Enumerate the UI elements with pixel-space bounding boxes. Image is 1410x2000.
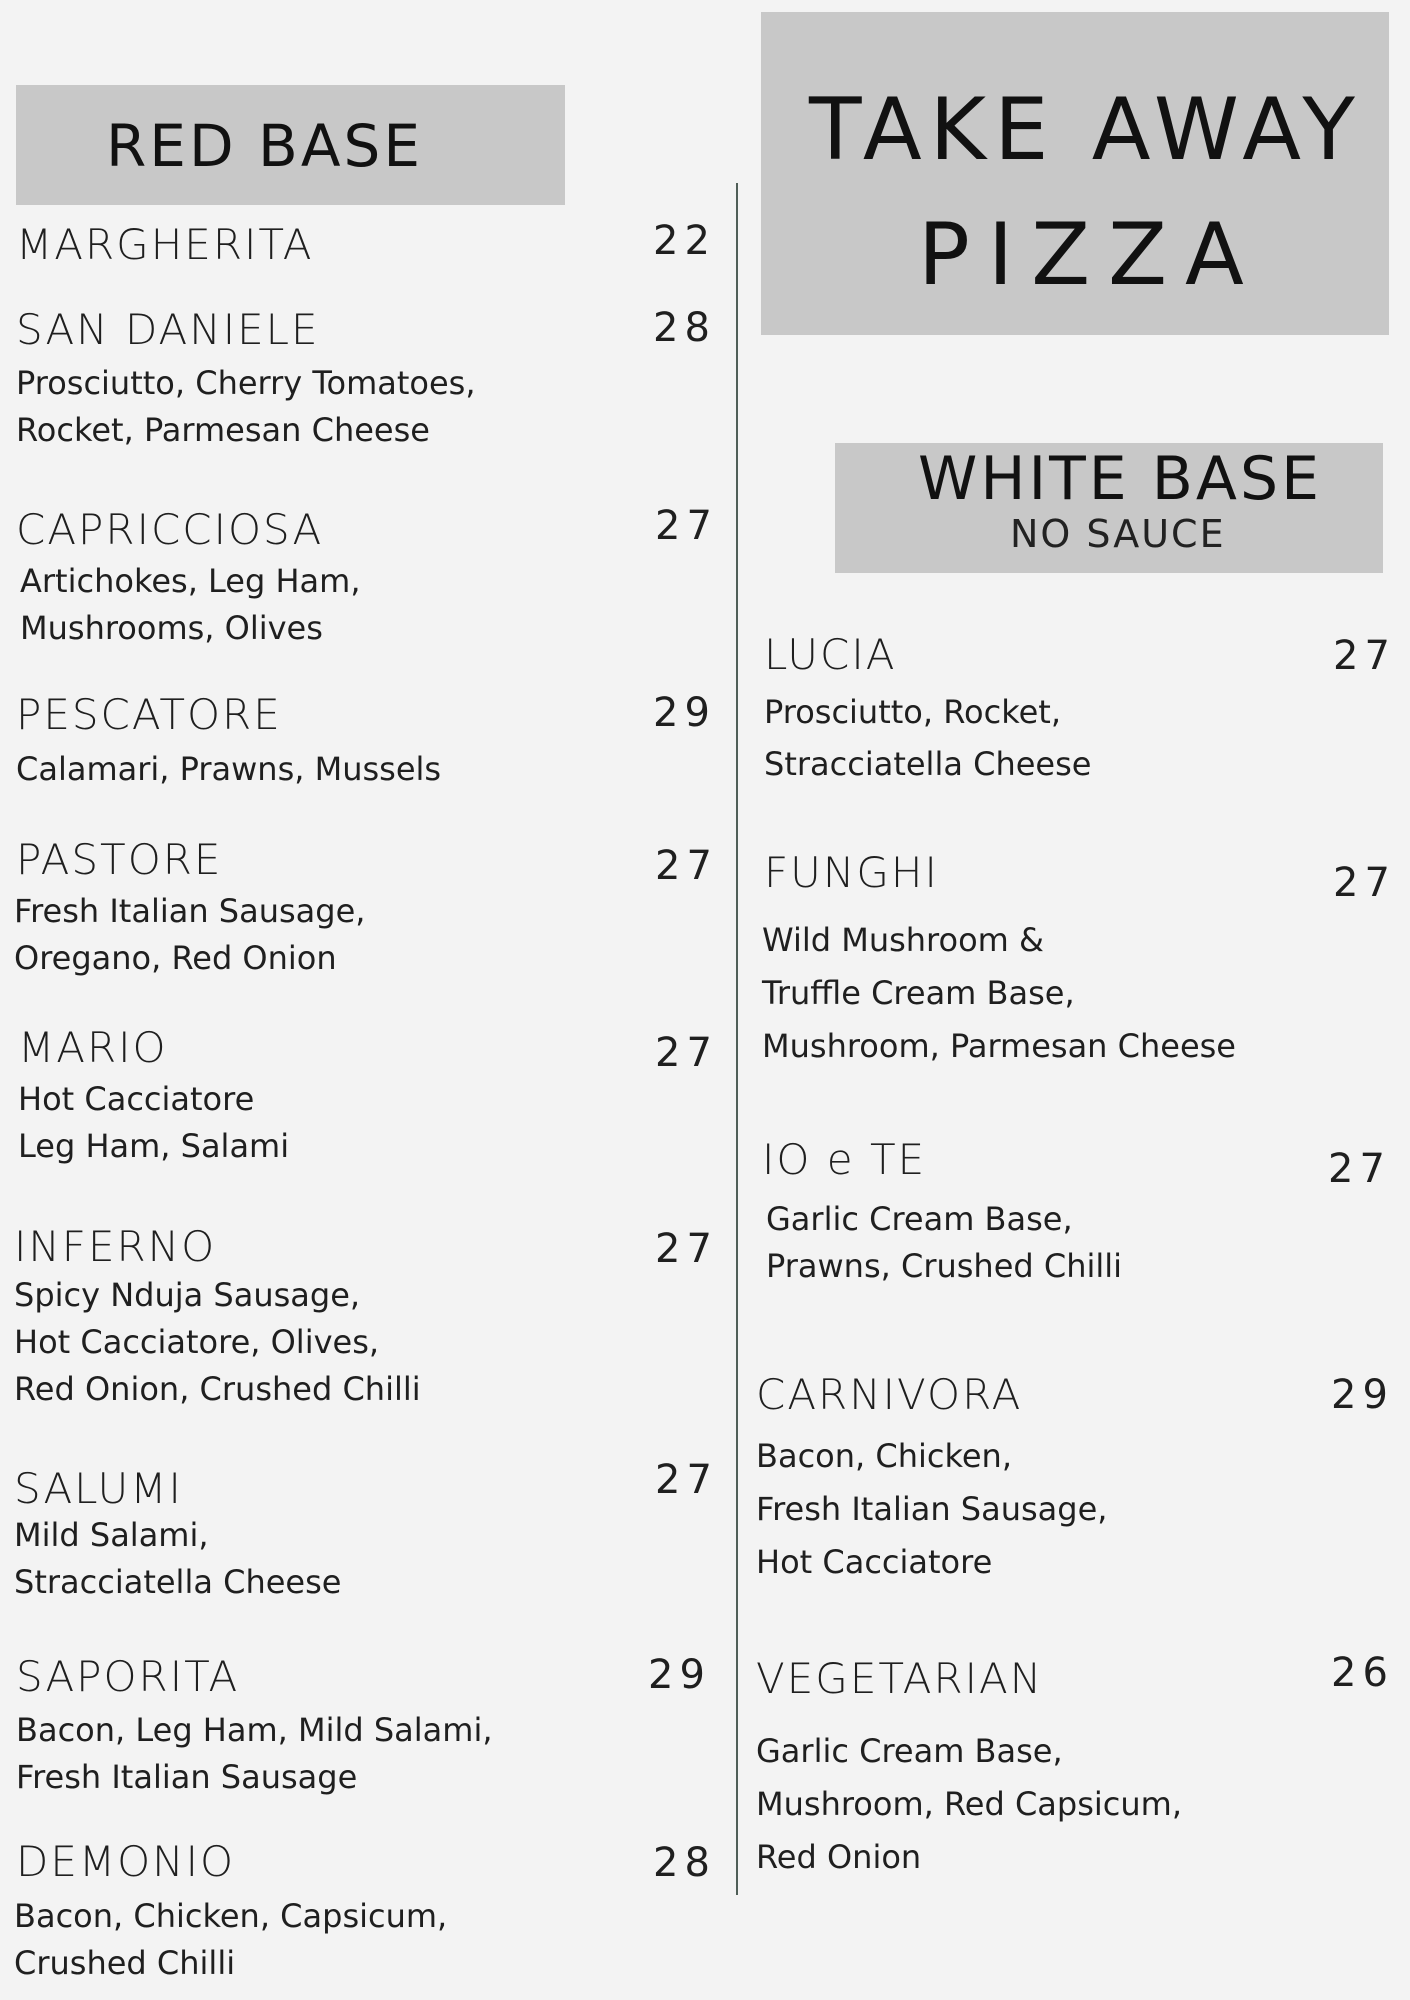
item-price: 29 — [1331, 1372, 1394, 1418]
item-name: CARNIVORA — [756, 1370, 1023, 1419]
title-line-pizza: PIZZA — [918, 205, 1262, 305]
item-price: 27 — [1333, 633, 1396, 679]
item-description: Bacon, Chicken, Fresh Italian Sausage, Hot Cacciatore — [756, 1437, 1108, 1581]
red-base-heading: RED BASE — [106, 112, 423, 180]
item-description: Fresh Italian Sausage, Oregano, Red Onion — [14, 892, 366, 977]
item-price: 27 — [655, 1030, 718, 1076]
white-base-heading: WHITE BASE — [918, 444, 1322, 514]
item-price: 27 — [1328, 1146, 1391, 1192]
item-name: MARGHERITA — [16, 220, 314, 269]
item-description: Calamari, Prawns, Mussels — [16, 750, 442, 788]
item-name: VEGETARIAN — [756, 1654, 1044, 1703]
item-description: Bacon, Chicken, Capsicum, Crushed Chilli — [14, 1897, 448, 1982]
column-divider — [736, 183, 738, 1895]
item-name: SALUMI — [14, 1464, 183, 1513]
item-name: CAPRICCIOSA — [16, 505, 324, 554]
item-name: INFERNO — [14, 1222, 217, 1271]
item-price: 27 — [655, 843, 718, 889]
item-price: 27 — [655, 1457, 718, 1503]
item-description: Wild Mushroom & Truffle Cream Base, Mushroom, Parmesan Cheese — [762, 921, 1236, 1065]
item-description: Mild Salami, Stracciatella Cheese — [14, 1516, 342, 1601]
item-price: 29 — [648, 1652, 711, 1698]
item-name: LUCIA — [764, 630, 897, 679]
item-description: Bacon, Leg Ham, Mild Salami, Fresh Italian Sausage — [16, 1711, 493, 1796]
item-name: IO e TE — [762, 1135, 927, 1184]
item-name: DEMONIO — [16, 1837, 236, 1886]
item-price: 27 — [655, 503, 718, 549]
item-description: Spicy Nduja Sausage, Hot Cacciatore, Olives, Red Onion, Crushed Chilli — [14, 1276, 421, 1408]
item-description: Artichokes, Leg Ham, Mushrooms, Olives — [20, 562, 361, 647]
title-line-take-away: TAKE AWAY — [809, 80, 1363, 180]
item-price: 28 — [653, 305, 716, 351]
item-name: SAPORITA — [16, 1652, 240, 1701]
item-price: 28 — [653, 1840, 716, 1886]
item-description: Hot Cacciatore Leg Ham, Salami — [18, 1080, 290, 1165]
item-price: 27 — [655, 1226, 718, 1272]
item-name: PESCATORE — [16, 690, 282, 739]
item-description: Garlic Cream Base, Prawns, Crushed Chilli — [766, 1200, 1123, 1285]
item-description: Prosciutto, Cherry Tomatoes, Rocket, Parmesan Cheese — [16, 364, 476, 449]
item-description: Prosciutto, Rocket, Stracciatella Cheese — [764, 693, 1092, 783]
item-description: Garlic Cream Base, Mushroom, Red Capsicum, Red Onion — [756, 1732, 1182, 1876]
item-price: 27 — [1333, 860, 1396, 906]
item-name: PASTORE — [16, 835, 223, 884]
item-price: 29 — [653, 690, 716, 736]
item-name: FUNGHI — [764, 848, 939, 897]
item-price: 26 — [1331, 1650, 1394, 1696]
item-name: SAN DANIELE — [16, 305, 320, 354]
white-base-subtitle: NO SAUCE — [1010, 512, 1226, 556]
item-name: MARIO — [18, 1023, 168, 1072]
item-price: 22 — [653, 218, 716, 264]
